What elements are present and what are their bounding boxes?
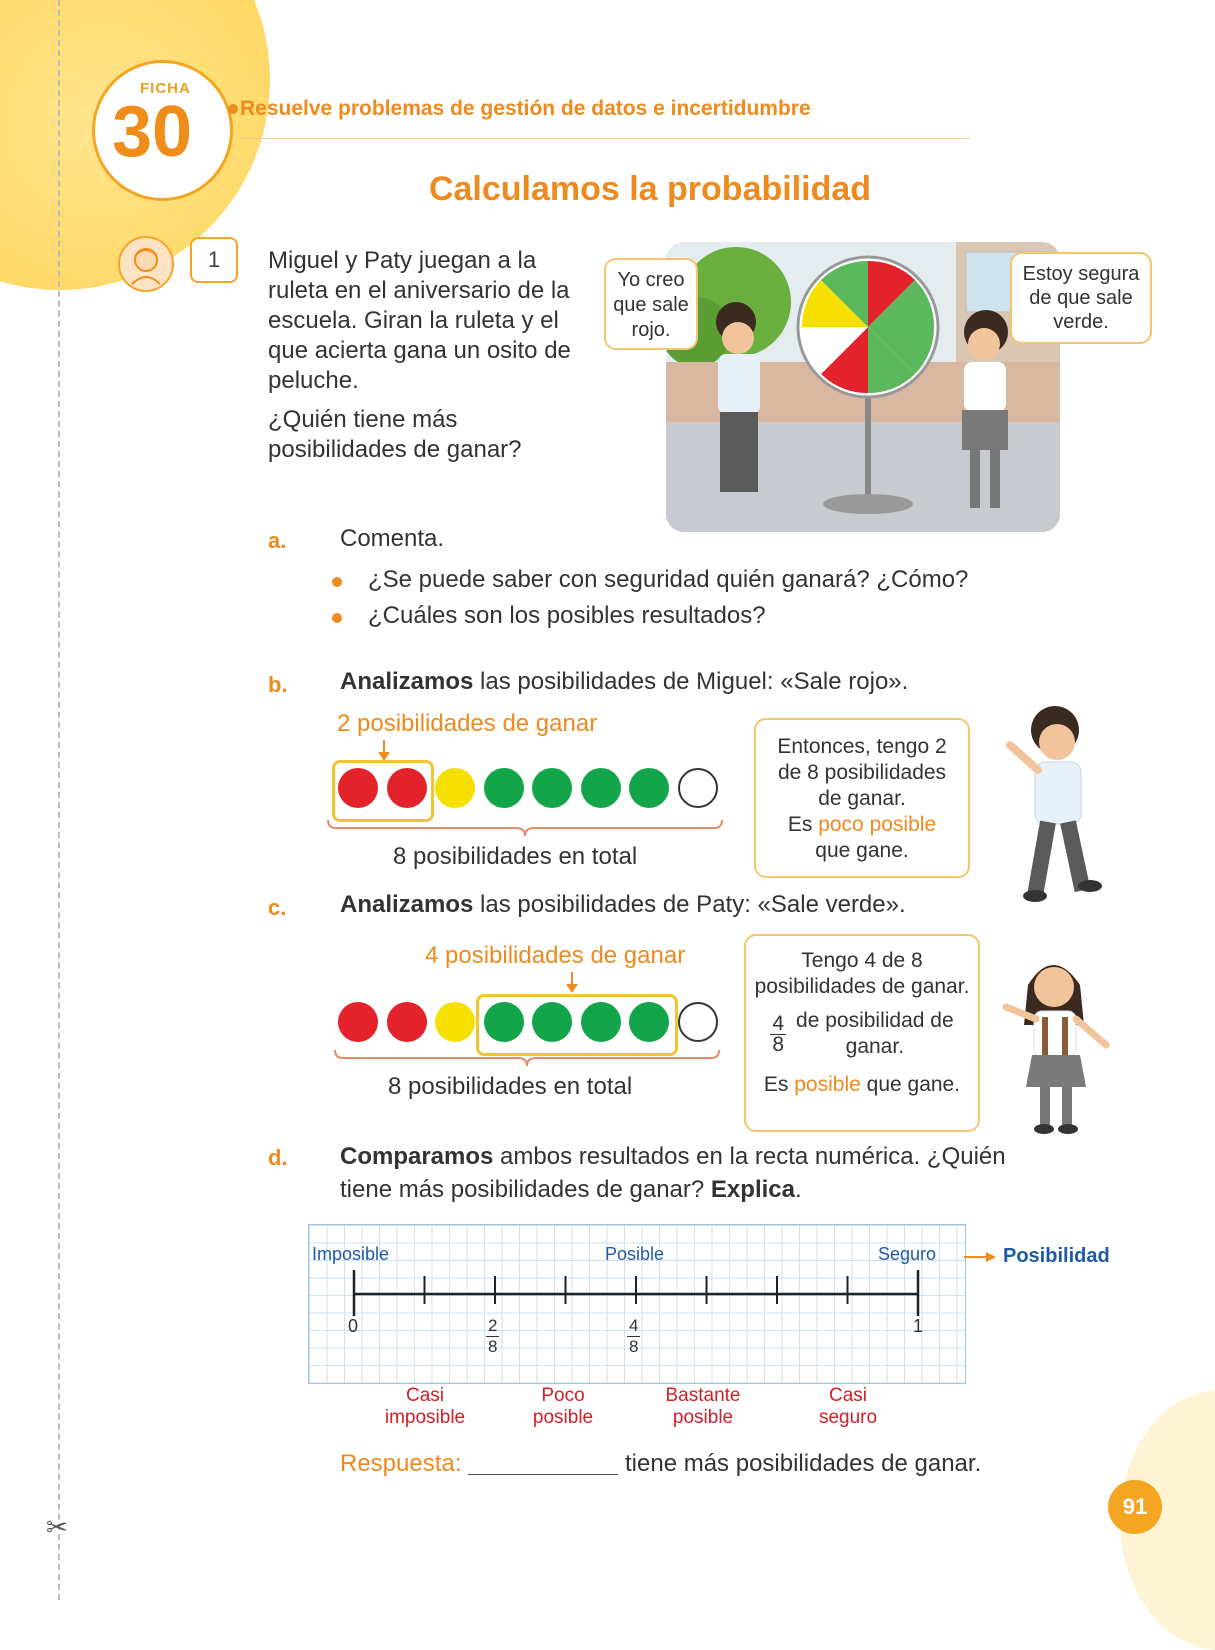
tick-zero: 0 — [348, 1316, 359, 1336]
part-letter: c. — [268, 895, 287, 920]
outcome-dot-green — [581, 1002, 621, 1042]
bullet-icon — [332, 577, 342, 587]
ficha-number: 30 — [112, 92, 193, 172]
region-label — [503, 1385, 623, 1429]
outcome-dot-green — [532, 768, 572, 808]
region-label-line: seguro — [818, 1407, 878, 1428]
part-d-heading — [340, 1140, 1040, 1206]
page-title: Calculamos la probabilidad — [428, 170, 872, 208]
answer-rest: tiene más posibilidades de ganar. — [625, 1450, 982, 1477]
bubble-line: de ganar. — [818, 787, 906, 810]
region-label — [365, 1385, 485, 1429]
fraction-numerator: 4 — [629, 1316, 639, 1335]
bubble-line: que gane. — [815, 839, 909, 862]
tick-fraction — [486, 1316, 499, 1357]
fraction-denominator: 8 — [488, 1337, 498, 1356]
part-a-label: Comenta — [340, 525, 438, 552]
outcome-dot-green — [629, 768, 669, 808]
part-c-bold: Analizamos — [340, 891, 474, 918]
total-label: 8 posibilidades en total — [393, 843, 638, 870]
total-label: 8 posibilidades en total — [388, 1073, 633, 1100]
outcome-dot-red — [387, 1002, 427, 1042]
fraction-denominator: 8 — [772, 1032, 785, 1056]
activity-intro: Miguel y Paty juegan a la ruleta en el aniversario de la escuela. Giran la ruleta y el que acierta gana un osito de peluche. — [268, 247, 571, 394]
bubble-post: que gane. — [860, 1073, 961, 1096]
paty-illustration — [998, 945, 1116, 1137]
bubble-highlight: posible — [794, 1073, 861, 1096]
speech-bubble-paty — [1010, 252, 1152, 344]
number-line — [340, 1268, 940, 1318]
fraction-text-line: de posibilidad de — [796, 1009, 954, 1032]
outcome-dot-red — [338, 768, 378, 808]
number-line-label: Imposible — [312, 1244, 390, 1264]
win-label: 4 posibilidades de ganar — [425, 942, 686, 969]
region-label — [788, 1385, 908, 1429]
bubble-line: Tengo 4 de 8 — [801, 949, 923, 972]
outcome-dot-white — [678, 768, 718, 808]
ficha-label: FICHA — [140, 80, 191, 97]
part-b-rest: las posibilidades de Miguel: «Sale rojo». — [473, 668, 909, 695]
outcome-dot-yellow — [435, 1002, 475, 1042]
bullet-item: ¿Cuáles son los posibles resultados? — [368, 602, 766, 629]
region-label-line: imposible — [384, 1407, 466, 1428]
region-label-line: posible — [532, 1407, 594, 1428]
competence-heading: Resuelve problemas de gestión de datos e incertidumbre — [240, 97, 811, 120]
outcome-dot-green — [484, 768, 524, 808]
part-d-end: . — [794, 1176, 802, 1203]
outcome-dot-green — [484, 1002, 524, 1042]
bubble-line: de 8 posibilidades — [777, 761, 947, 784]
bullet-item: ¿Se puede saber con seguridad quién ganará? ¿Cómo? — [368, 566, 969, 593]
cut-line — [58, 0, 60, 1600]
outcome-dot-red — [387, 768, 427, 808]
region-label-line: Casi — [828, 1385, 867, 1406]
fraction-numerator: 2 — [488, 1316, 498, 1335]
outcome-dot-white — [678, 1002, 718, 1042]
bubble-pre: Es — [787, 813, 819, 836]
bullet-icon — [332, 613, 342, 623]
speech-bubble-paty-c — [744, 934, 980, 1132]
activity-question: ¿Quién tiene más posibilidades de ganar? — [268, 406, 522, 463]
part-a-suffix: . — [437, 525, 445, 552]
part-c-rest: las posibilidades de Paty: «Sale verde». — [473, 891, 906, 918]
outcome-dot-yellow — [435, 768, 475, 808]
fraction-numerator: 4 — [772, 1011, 785, 1035]
outcome-dot-green — [532, 1002, 572, 1042]
part-b-heading — [340, 668, 908, 696]
part-a-heading — [340, 525, 444, 553]
axis-label: Posibilidad — [1003, 1245, 1110, 1267]
outcome-dot-red — [338, 1002, 378, 1042]
page-number: 91 — [1108, 1480, 1162, 1534]
outcome-dots-b — [330, 766, 730, 822]
part-d-bold: Comparamos — [340, 1143, 494, 1170]
region-label-line: Bastante — [665, 1385, 741, 1406]
fraction-text-line: ganar. — [845, 1035, 905, 1058]
tick-fraction — [627, 1316, 640, 1357]
part-c-heading — [340, 891, 906, 919]
outcome-dot-green — [581, 768, 621, 808]
miguel-illustration — [1000, 700, 1115, 905]
roulette-scene-illustration — [666, 242, 1060, 532]
activity-number: 1 — [190, 237, 238, 283]
brace-icon — [333, 1048, 721, 1068]
region-label-line: Poco — [541, 1385, 585, 1406]
bubble-line — [756, 812, 968, 838]
answer-label: Respuesta: — [340, 1450, 462, 1477]
bubble-highlight: poco posible — [818, 813, 937, 836]
region-label-line: posible — [672, 1407, 734, 1428]
number-line-label: Seguro — [878, 1244, 937, 1264]
part-b-bold: Analizamos — [340, 668, 474, 695]
win-label: 2 posibilidades de ganar — [337, 710, 598, 737]
down-arrow-icon — [562, 972, 582, 994]
bubble-line: posibilidades de ganar. — [754, 975, 970, 998]
outcome-dot-green — [629, 1002, 669, 1042]
fraction-line — [746, 1008, 978, 1060]
part-d-bold2: Explica — [710, 1176, 795, 1203]
bubble-text: Estoy segura de que sale verde. — [1022, 263, 1140, 333]
down-arrow-icon — [374, 740, 394, 762]
answer-blank[interactable] — [468, 1474, 618, 1475]
bubble-line — [746, 1072, 978, 1098]
bullet-icon — [228, 104, 238, 114]
speech-bubble-miguel-b — [754, 718, 970, 878]
bubble-line: Entonces, tengo 2 — [777, 735, 947, 758]
tick-one: 1 — [913, 1316, 924, 1336]
header-divider — [240, 138, 970, 139]
part-d-rest: ambos resultados en la recta numérica. ¿Quién tiene más posibilidades de ganar? — [340, 1143, 1006, 1203]
student-avatar-icon — [118, 236, 174, 292]
bubble-pre: Es — [763, 1073, 795, 1096]
region-label-line: Casi — [405, 1385, 444, 1406]
number-line-label: Posible — [605, 1244, 665, 1264]
fraction-text — [796, 1008, 954, 1060]
region-label — [643, 1385, 763, 1429]
part-letter: b. — [268, 672, 288, 697]
arrow-right-icon — [964, 1250, 998, 1264]
bubble-text: Yo creo que sale rojo. — [613, 269, 689, 341]
part-letter: a. — [268, 528, 287, 553]
brace-icon — [326, 818, 724, 838]
fraction — [770, 1011, 786, 1056]
speech-bubble-miguel — [604, 258, 698, 350]
fraction-denominator: 8 — [629, 1337, 639, 1356]
part-letter: d. — [268, 1145, 288, 1170]
scissors-icon: ✂ — [46, 1512, 68, 1542]
